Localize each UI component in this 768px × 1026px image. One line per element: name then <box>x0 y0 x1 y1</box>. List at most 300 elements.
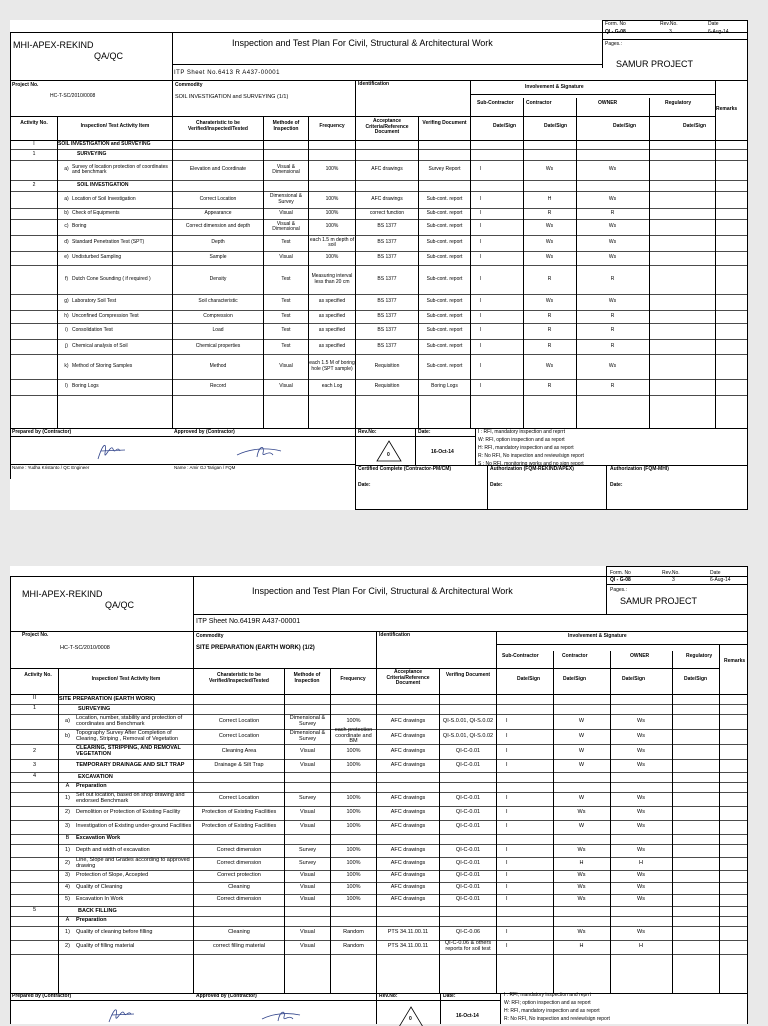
inspection-method: Dimensional & Survey <box>269 193 303 205</box>
col-verifying: Verifing Document <box>422 120 467 126</box>
subcontractor-code <box>470 149 523 160</box>
inspection-method: Survey <box>298 846 317 853</box>
subcontractor-code: I <box>480 275 482 282</box>
sub-item-no: d) <box>64 239 69 246</box>
sub-item-no: 1) <box>65 929 70 936</box>
party-owner: OWNER <box>598 100 618 106</box>
verifying-document: QI-C-0.01 <box>455 795 481 802</box>
owner-code <box>610 704 672 714</box>
subcontractor-code: I <box>480 239 482 246</box>
contractor-code: W <box>578 795 585 802</box>
rev-label: Rev.No. <box>660 21 678 27</box>
sub-item-no: 3) <box>65 823 70 830</box>
characteristic: Cleaning <box>228 929 250 936</box>
verifying-document <box>440 906 496 916</box>
activity-no <box>11 857 58 870</box>
characteristic: correct filling material <box>213 943 265 950</box>
project-no-label: Project No. <box>22 632 49 638</box>
subcontractor-code: I <box>480 383 482 390</box>
characteristic: Correct dimension and depth <box>185 223 251 230</box>
acceptance-criteria: BS 1377 <box>377 312 397 319</box>
acceptance-criteria: AFC drawings <box>390 859 426 866</box>
acceptance-criteria <box>377 916 439 926</box>
inspection-method <box>285 782 330 792</box>
acceptance-criteria: BS 1377 <box>377 223 397 230</box>
owner-code: R <box>610 275 615 282</box>
itp-sheet-no: ITP Sheet No.6413 R A437-00001 <box>174 70 280 76</box>
activity-no <box>11 208 57 219</box>
verifying-document: Sub-cont. report <box>426 275 463 282</box>
frequency: as specified <box>318 327 346 334</box>
sub-item-no: 2) <box>65 859 70 866</box>
authorization-mhi-label: Authorization (FQM-MHI) <box>610 466 669 472</box>
contractor-code: Ws <box>577 872 586 879</box>
activity-no <box>11 191 57 208</box>
sub-item-no: 3) <box>65 872 70 879</box>
characteristic <box>194 782 284 792</box>
inspection-method: Visual <box>279 362 293 369</box>
commodity: SITE PREPARATION (EARTH WORK) (1/2) <box>196 645 315 651</box>
owner-code <box>576 180 649 191</box>
owner-code: R <box>610 209 615 216</box>
inspection-method: Visual & Dimensional <box>272 220 300 232</box>
contractor-code: W <box>578 761 585 768</box>
inspection-method: Test <box>281 327 291 334</box>
subcontractor-code: I <box>480 195 482 202</box>
col-verifying: Verifing Document <box>445 672 491 678</box>
verifying-document: QI-C-0.01 <box>455 761 481 768</box>
col-characteristic: Charateristic to be Verified/Inspected/Tested <box>188 120 248 132</box>
revision-number: 0 <box>387 452 390 458</box>
activity-item: Line, Slope and Grades according to approved drawing <box>76 856 190 869</box>
activity-item: Excavation In Work <box>76 896 124 903</box>
department: QA/QC <box>94 51 124 61</box>
remarks-label: Remarks <box>724 658 746 664</box>
characteristic <box>194 906 284 916</box>
subcontractor-code: I <box>506 795 508 802</box>
activity-no <box>11 714 58 729</box>
contractor-code: H <box>547 195 552 202</box>
acceptance-criteria: AFC drawings <box>390 761 426 768</box>
document-title: Inspection and Test Plan For Civil, Structural & Architectural Work <box>252 586 513 596</box>
verifying-document: QI-C-0.01 <box>455 747 481 754</box>
approved-signature <box>235 443 285 461</box>
inspection-method: Test <box>281 298 291 305</box>
legend-line: I : RFI, mandatory inspection and reprrt <box>478 429 565 435</box>
contractor-code: R <box>547 209 552 216</box>
frequency: as specified <box>318 298 346 305</box>
verifying-document: Sub-cont. report <box>426 342 463 349</box>
acceptance-criteria <box>356 180 418 191</box>
commodity-label: Commodity <box>196 633 224 639</box>
sub-item-no: A <box>65 783 70 790</box>
inspection-method: Visual <box>300 872 315 879</box>
inspection-method: Visual <box>300 929 315 936</box>
verifying-document: QI-C-0.01 <box>455 859 481 866</box>
subcontractor-code <box>496 834 553 844</box>
frequency: 100% <box>346 859 361 866</box>
verifying-document: QI-C-0.01 <box>455 846 481 853</box>
subcontractor-code <box>496 916 553 926</box>
acceptance-criteria: PTS 34.11.00.11 <box>387 929 429 936</box>
project-name: SAMUR PROJECT <box>616 59 694 69</box>
subcontractor-code <box>496 694 553 704</box>
rev-no-footer-label: Rev.No: <box>379 993 398 999</box>
inspection-method: Survey <box>298 795 317 802</box>
characteristic: Load <box>212 327 224 334</box>
frequency <box>331 694 376 704</box>
activity-no: I <box>33 140 35 147</box>
subcontractor-code: I <box>506 943 508 950</box>
verifying-document: Sub-cont. report <box>426 298 463 305</box>
contractor-code: R <box>547 312 552 319</box>
col-activity-no: Activity No. <box>24 672 52 678</box>
subcontractor-code: I <box>506 884 508 891</box>
activity-item: Check of Equipments <box>72 209 120 216</box>
acceptance-criteria: Requisition <box>374 362 400 369</box>
sub-item-no: e) <box>64 254 69 261</box>
acceptance-criteria: AFC drawings <box>371 195 403 202</box>
sub-item-no <box>59 744 76 759</box>
activity-item: Preparation <box>76 917 107 924</box>
acceptance-criteria: BS 1377 <box>377 275 397 282</box>
subcontractor-code: I <box>506 846 508 853</box>
inspection-method: Survey <box>298 859 317 866</box>
activity-no <box>11 844 58 857</box>
activity-no <box>11 235 57 251</box>
subcontractor-code: I <box>506 823 508 830</box>
characteristic: Sample <box>209 254 227 261</box>
remarks-label: Remarks <box>716 106 738 112</box>
inspection-method: Visual & Dimensional <box>272 163 300 175</box>
verifying-document <box>440 694 496 704</box>
inspection-method <box>264 140 308 149</box>
authorization-rekind-label: Authorization (FQM-REKIND/APEX) <box>490 466 574 472</box>
activity-item: Excavation Work <box>76 835 121 842</box>
frequency: each 1.5 M of boring hole (SPT sample) <box>309 360 355 372</box>
rev-no: 3 <box>669 29 672 35</box>
characteristic: Compression <box>203 312 233 319</box>
subcontractor-code <box>496 704 553 714</box>
sub-item-no: k) <box>64 362 69 369</box>
acceptance-criteria: AFC drawings <box>390 809 426 816</box>
acceptance-criteria <box>377 906 439 916</box>
verifying-document: QI-S.0.01, QI-S.0.02 <box>442 732 494 739</box>
activity-no: 1 <box>32 705 37 712</box>
date-footer-label: Date: <box>443 993 456 999</box>
activity-item: Laboratory Soil Test <box>72 298 117 305</box>
inspection-method <box>264 149 308 160</box>
contractor-code <box>523 140 576 149</box>
contractor-code: W <box>578 747 585 754</box>
legend-line: W: RFI, option inspection and as report <box>478 437 565 443</box>
characteristic: Protection of Existing Facilities <box>201 809 277 816</box>
owner-code: Ws <box>608 254 617 261</box>
involvement-label: Involvement & Signature <box>525 84 584 90</box>
activity-item: Method of Storing Samples <box>72 362 133 369</box>
section-heading: BACK FILLING <box>78 907 117 914</box>
frequency: 100% <box>325 166 339 173</box>
inspection-method: Dimensional & Survey <box>289 714 326 727</box>
project-name: SAMUR PROJECT <box>620 596 698 606</box>
contractor-code <box>553 704 610 714</box>
activity-no: II <box>32 695 37 702</box>
activity-item: Depth and width of excavation <box>76 846 150 853</box>
frequency: 100% <box>346 884 361 891</box>
prepared-name: Name : Yudha Kristanto / QC Engineer <box>12 465 90 470</box>
owner-code: Ws <box>637 823 645 830</box>
activity-item: Standard Penetration Test (SPT) <box>72 239 145 246</box>
verifying-document: Sub-cont. report <box>426 327 463 334</box>
verifying-document <box>419 180 470 191</box>
subcontractor-code: I <box>480 166 482 173</box>
characteristic: Protection of Existing Facilities <box>201 823 277 830</box>
contractor-code <box>553 906 610 916</box>
rev-no-footer-label: Rev.No: <box>358 429 377 435</box>
verifying-document: QI-C-0.01 <box>455 872 481 879</box>
contractor-code: Ws <box>545 166 554 173</box>
subcontractor-code: I <box>480 209 482 216</box>
inspection-method: Visual <box>300 747 315 754</box>
characteristic: Correct dimension <box>216 859 262 866</box>
acceptance-criteria: BS 1377 <box>377 254 397 261</box>
inspection-method <box>285 916 330 926</box>
contractor-code: R <box>547 327 552 334</box>
commodity-label: Commodity <box>175 82 203 88</box>
verifying-document: QI-C-0.06 <box>455 929 481 936</box>
date-footer-label: Date: <box>418 429 431 435</box>
subcontractor-code: I <box>480 223 482 230</box>
subcontractor-code: I <box>480 327 482 334</box>
verifying-document: QI-C-0.01 <box>455 809 481 816</box>
activity-no <box>11 870 58 882</box>
characteristic: Correct Location <box>218 717 260 724</box>
activity-no <box>11 894 58 906</box>
characteristic: Soil characteristic <box>198 298 238 305</box>
verifying-document: Sub-cont. report <box>426 254 463 261</box>
contractor-code: Ws <box>545 362 554 369</box>
acceptance-criteria: PTS 34.11.00.11 <box>387 943 429 950</box>
owner-code: Ws <box>637 747 645 754</box>
verifying-document <box>440 782 496 792</box>
frequency <box>331 704 376 714</box>
activity-no <box>11 729 58 744</box>
col-item: Inspection/ Test Activity Item <box>91 676 161 682</box>
activity-item: Preparation <box>76 783 107 790</box>
approved-by-label: Approved by (Contractor) <box>196 993 257 999</box>
subcontractor-code <box>470 140 523 149</box>
sub-item-no: 2) <box>65 943 70 950</box>
activity-no: 2 <box>32 181 36 188</box>
verifying-document: QI-C-0.01 <box>455 896 481 903</box>
inspection-method <box>285 704 330 714</box>
contractor-code: H <box>579 943 584 950</box>
owner-code <box>576 140 649 149</box>
col-datesign-reg: Date/Sign <box>684 676 708 682</box>
acceptance-criteria <box>356 140 418 149</box>
characteristic <box>173 149 263 160</box>
col-activity-no: Activity No. <box>20 120 48 126</box>
acceptance-criteria: AFC drawings <box>390 717 426 724</box>
subcontractor-code: I <box>480 362 482 369</box>
legend-line: I : RFI, mandatory inspection and reprrt <box>504 992 591 998</box>
frequency <box>309 180 355 191</box>
sub-item-no: g) <box>64 298 69 305</box>
owner-code: Ws <box>608 195 617 202</box>
sub-item-no: A <box>65 917 70 924</box>
frequency: each Log <box>321 383 343 390</box>
frequency: 100% <box>346 896 361 903</box>
frequency: 100% <box>346 846 361 853</box>
owner-code: Ws <box>637 884 645 891</box>
frequency: Random <box>343 943 364 950</box>
subcontractor-code <box>496 782 553 792</box>
sub-item-no: b) <box>64 209 69 216</box>
owner-code <box>610 834 672 844</box>
party-subcontractor: Sub-Contractor <box>502 653 539 659</box>
section-heading: SURVEYING <box>77 150 107 157</box>
approved-signature <box>260 1008 302 1024</box>
verifying-document: Sub-cont. report <box>426 362 463 369</box>
acceptance-criteria <box>377 834 439 844</box>
inspection-method <box>264 180 308 191</box>
owner-code: Ws <box>637 717 645 724</box>
sub-item-no: a) <box>64 166 69 173</box>
party-contractor: Contractor <box>562 653 588 659</box>
col-method: Methode of Inspection <box>272 120 300 132</box>
approved-name: Name : Amir GJ Tarigan / FQM <box>174 465 236 470</box>
sub-item-no: l) <box>65 383 68 390</box>
pages-label: Pages.: <box>605 41 622 47</box>
contractor-code: R <box>547 342 552 349</box>
form-no: QI - G-08 <box>605 29 626 35</box>
inspection-method: Dimensional & Survey <box>289 729 326 742</box>
owner-code: Ws <box>608 223 617 230</box>
inspection-method: Visual <box>300 884 315 891</box>
approved-by-label: Approved by (Contractor) <box>174 429 235 435</box>
sub-item-no: b) <box>65 732 70 739</box>
frequency: 100% <box>325 223 339 230</box>
verifying-document: QI-C-0.06 & others reports for soil test <box>444 940 492 952</box>
frequency: each protection coordinate and BM <box>334 726 373 745</box>
activity-no <box>11 806 58 820</box>
frequency <box>331 916 376 926</box>
rev-no: 3 <box>672 577 675 583</box>
revision-triangle-icon <box>376 440 402 462</box>
activity-no: 3 <box>32 761 37 768</box>
col-method: Methode of Inspection <box>293 672 321 684</box>
frequency <box>309 149 355 160</box>
characteristic: Appearance <box>204 209 232 216</box>
activity-item: Quality of cleaning before filling <box>76 929 153 936</box>
activity-no <box>11 219 57 235</box>
activity-no: 2 <box>32 747 37 754</box>
sub-item-no: 1) <box>65 846 70 853</box>
acceptance-criteria: AFC drawings <box>390 884 426 891</box>
activity-item: Unconfined Compression Test <box>72 312 139 319</box>
acceptance-criteria: correct function <box>369 209 405 216</box>
contractor-code: Ws <box>577 929 586 936</box>
characteristic: Correct Location <box>218 732 260 739</box>
contractor-code: Ws <box>577 809 586 816</box>
characteristic: Correct Location <box>199 195 237 202</box>
frequency: 100% <box>325 209 339 216</box>
frequency: 100% <box>346 717 361 724</box>
owner-code: Ws <box>608 239 617 246</box>
characteristic: Cleaning <box>228 884 250 891</box>
activity-no <box>11 294 57 310</box>
sub-item-no: i) <box>65 327 68 334</box>
inspection-method: Visual <box>279 254 293 261</box>
date-label: Date <box>708 21 719 27</box>
activity-item: Set out location, based on shop drawing and endorsed Benchmark <box>76 792 185 804</box>
characteristic <box>173 140 263 149</box>
activity-item: CLEARING, STRIPPING, AND REMOVAL VEGETATION <box>76 744 181 757</box>
involvement-label: Involvement & Signature <box>568 633 627 639</box>
inspection-method <box>285 694 330 704</box>
activity-item: Dutch Cone Sounding ( if required ) <box>72 275 151 282</box>
activity-no <box>11 379 57 395</box>
prepared-by-label: Prepared by (Contractor) <box>12 993 72 999</box>
verifying-document <box>440 916 496 926</box>
characteristic: Correct protection <box>217 872 261 879</box>
inspection-method <box>285 906 330 916</box>
characteristic <box>194 772 284 782</box>
frequency: as specified <box>318 312 346 319</box>
owner-code: H <box>639 859 643 866</box>
characteristic: Cleaning Area <box>221 747 257 754</box>
prepared-signature <box>95 439 129 463</box>
party-contractor: Contractor <box>526 100 552 106</box>
activity-item: Boring <box>72 223 87 230</box>
subcontractor-code: I <box>480 254 482 261</box>
legend-line: R: No RFI, No inspection and review/sign report <box>478 453 584 459</box>
project-no-label: Project No. <box>12 82 39 88</box>
form-date: 6-Aug-14 <box>708 29 729 35</box>
activity-no <box>11 160 57 180</box>
contractor-code <box>553 782 610 792</box>
sub-item-no: j) <box>65 342 68 349</box>
col-characteristic: Charateristic to be Verified/Inspected/Tested <box>209 672 269 684</box>
sub-item-no: f) <box>64 275 69 282</box>
activity-no <box>11 820 58 834</box>
activity-no <box>11 834 58 844</box>
contractor-code <box>553 916 610 926</box>
activity-no <box>11 792 58 806</box>
owner-code: R <box>610 312 615 319</box>
activity-no <box>11 782 58 792</box>
subcontractor-code: I <box>506 872 508 879</box>
company-name: MHI-APEX-REKIND <box>13 40 94 50</box>
contractor-code: W <box>578 823 585 830</box>
activity-no <box>11 265 57 294</box>
contractor-code: R <box>547 275 552 282</box>
frequency: 100% <box>346 761 361 768</box>
col-datesign-sc: Date/Sign <box>493 123 517 129</box>
verifying-document <box>440 772 496 782</box>
identification-label: Identification <box>379 632 411 638</box>
sub-item-no: 5) <box>65 896 70 903</box>
characteristic: Record <box>209 383 227 390</box>
party-regulatory: Regulatory <box>665 100 692 106</box>
form-no: QI - G-08 <box>610 577 631 583</box>
subcontractor-code: I <box>506 809 508 816</box>
acceptance-criteria: AFC drawings <box>390 747 426 754</box>
owner-code: H <box>639 943 643 950</box>
verifying-document <box>419 140 470 149</box>
characteristic: Depth <box>211 239 225 246</box>
activity-item: Boring Logs <box>72 383 99 390</box>
